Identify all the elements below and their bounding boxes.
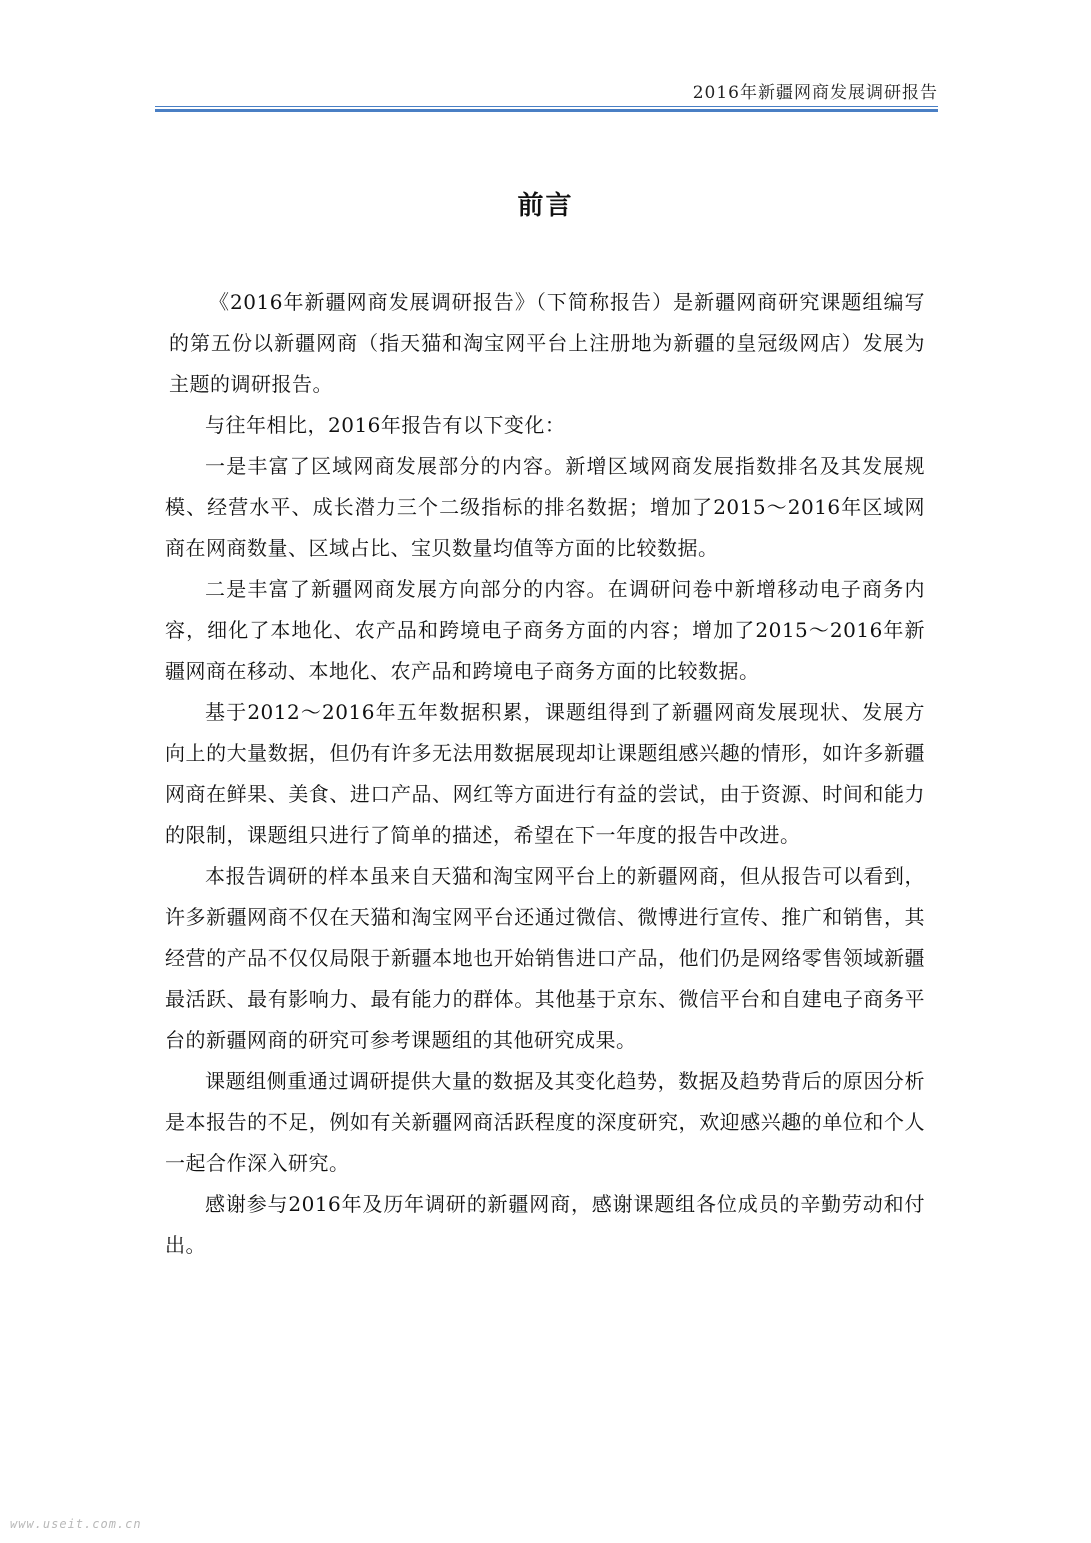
paragraph: 二是丰富了新疆网商发展方向部分的内容。在调研问卷中新增移动电子商务内容，细化了本地化、农产品和跨境电子商务方面的内容；增加了2015～2016年新疆网商在移动、本地化、农产品和跨境电子商务方面的比较数据。 (165, 577, 925, 683)
paragraph: 与往年相比，2016年报告有以下变化： (205, 413, 566, 437)
paragraph: 感谢参与2016年及历年调研的新疆网商，感谢课题组各位成员的辛勤劳动和付出。 (165, 1192, 925, 1257)
paragraph: 本报告调研的样本虽来自天猫和淘宝网平台上的新疆网商，但从报告可以看到，许多新疆网商不仅在天猫和淘宝网平台还通过微信、微博进行宣传、推广和销售，其经营的产品不仅仅局限于新疆本地也开始销售进口产品，他们仍是网络零售领域新疆最活跃、最有影响力、最有能力的群体。其他基于京东、微信平台和自建电子商务平台的新疆网商的研究可参考课题组的其他研究成果。 (165, 864, 925, 1052)
watermark: www.useit.com.cn (10, 1517, 142, 1531)
paragraph: 一是丰富了区域网商发展部分的内容。新增区域网商发展指数排名及其发展规模、经营水平、成长潜力三个二级指标的排名数据；增加了2015～2016年区域网商在网商数量、区域占比、宝贝数量均值等方面的比较数据。 (165, 454, 925, 560)
paragraph: 《2016年新疆网商发展调研报告》（下简称报告）是新疆网商研究课题组编写的第五份以新疆网商（指天猫和淘宝网平台上注册地为新疆的皇冠级网店）发展为主题的调研报告。 (169, 290, 925, 396)
running-header: 2016年新疆网商发展调研报告 (692, 83, 938, 103)
header-rule-accent (155, 109, 938, 112)
header-rule (155, 106, 938, 107)
paragraph: 课题组侧重通过调研提供大量的数据及其变化趋势，数据及趋势背后的原因分析是本报告的不足，例如有关新疆网商活跃程度的深度研究，欢迎感兴趣的单位和个人一起合作深入研究。 (165, 1069, 925, 1175)
page-title: 前言 (517, 191, 574, 221)
paragraph: 基于2012～2016年五年数据积累，课题组得到了新疆网商发展现状、发展方向上的大量数据，但仍有许多无法用数据展现却让课题组感兴趣的情形，如许多新疆网商在鲜果、美食、进口产品、网红等方面进行有益的尝试，由于资源、时间和能力的限制，课题组只进行了简单的描述，希望在下一年度的报告中改进。 (165, 700, 925, 847)
body-text (165, 282, 925, 1266)
